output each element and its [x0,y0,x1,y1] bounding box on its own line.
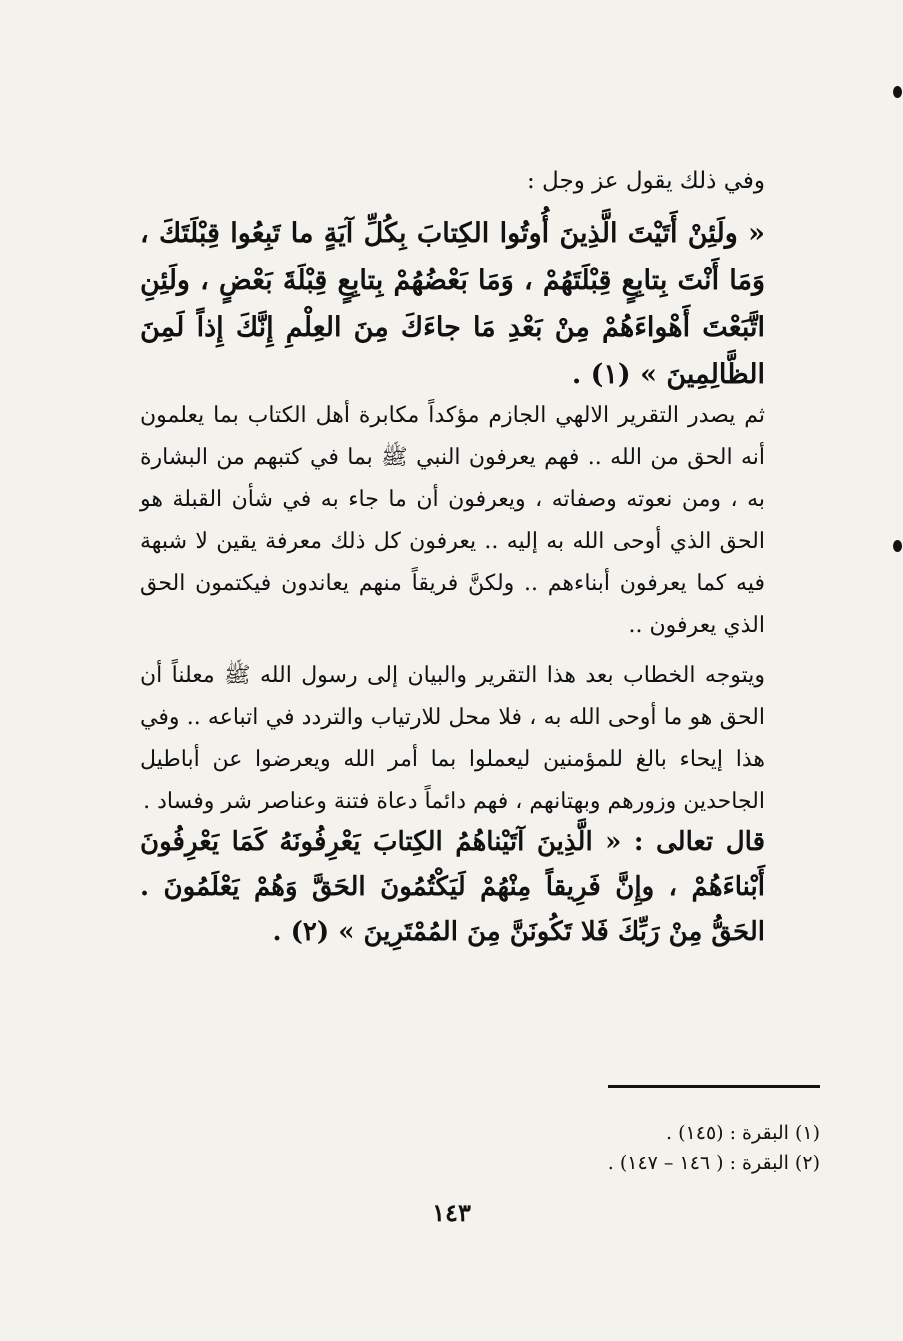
footnote-divider [608,1085,820,1088]
margin-mark [893,540,902,552]
footnote-2: (٢) البقرة : ( ١٤٦ – ١٤٧) . [607,1152,820,1174]
page-number: ١٤٣ [432,1198,471,1227]
footnotes [500,1118,820,1178]
intro-line: وفي ذلك يقول عز وجل : [527,168,765,194]
margin-mark [893,86,902,98]
commentary-paragraph-2: ويتوجه الخطاب بعد هذا التقرير والبيان إلى رسول الله ﷺ معلناً أن الحق هو ما أوحى الله به ، فلا محل للارتياب والتردد في اتباعه .. وفي هذا إيحاء بالغ للمؤمنين ليعملوا بما أمر الله ويعرضوا عن أباطيل الجاحدين وزورهم وبهتانهم ، فهم دائماً دعاة فتنة وعناصر شر وفساد . [140,663,765,814]
quran-verse-1: « ولَئِنْ أَتَيْتَ الَّذِينَ أُوتُوا الكِتابَ بِكُلِّ آيَةٍ ما تَبِعُوا قِبْلَتَكَ ، وَمَا أَنْتَ بِتابِعٍ قِبْلَتَهُمْ ، وَمَا بَعْضُهُمْ بِتابِعٍ قِبْلَةَ بَعْضٍ ، ولَئِنِ اتَّبَعْتَ أَهْواءَهُمْ مِنْ بَعْدِ مَا جاءَكَ مِنَ العِلْمِ إِنَّكَ إِذاً لَمِنَ الظَّالِمِينَ » (١) . [140,218,765,390]
footnote-1: (١) البقرة : (١٤٥) . [666,1122,820,1144]
commentary-paragraph-1: ثم يصدر التقرير الالهي الجازم مؤكداً مكابرة أهل الكتاب بما يعلمون أنه الحق من الله .. فهم يعرفون النبي ﷺ بما في كتبهم من البشارة به ، ومن نعوته وصفاته ، ويعرفون أن ما جاء به في شأن القبلة هو الحق الذي أوحى الله به إليه .. يعرفون كل ذلك معرفة يقين لا شبهة فيه كما يعرفون أبناءهم .. ولكنَّ فريقاً منهم يعاندون فيكتمون الحق الذي يعرفون .. [140,403,765,638]
quran-verse-2: قال تعالى : « الَّذِينَ آتَيْناهُمُ الكِتابَ يَعْرِفُونَهُ كَمَا يَعْرِفُونَ أَبْناءَهُمْ ، وإِنَّ فَرِيقاً مِنْهُمْ لَيَكْتُمُونَ الحَقَّ وَهُمْ يَعْلَمُونَ . الحَقُّ مِنْ رَبِّكَ فَلا تَكُونَنَّ مِنَ المُمْتَرِينَ » (٢) . [140,827,765,947]
